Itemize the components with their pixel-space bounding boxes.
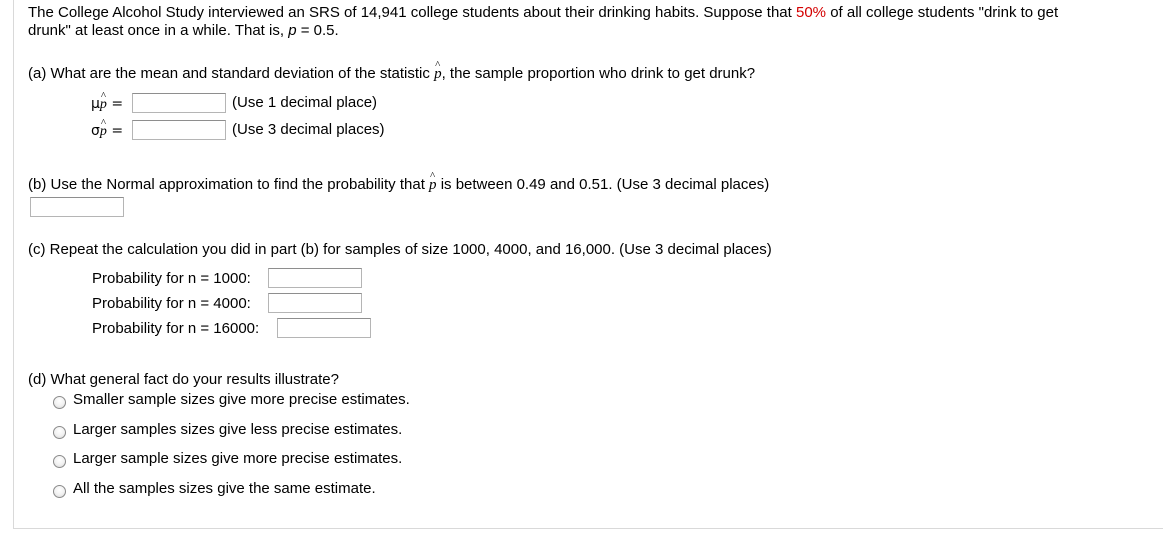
intro-text-3: drunk" at least once in a while. That is, — [28, 22, 289, 39]
n4000-label: Probability for n = 4000: — [92, 295, 251, 312]
equals-sign: = — [111, 96, 124, 112]
option-2-radio[interactable] — [53, 426, 66, 439]
p-hat-subscript: ^ p — [100, 123, 107, 141]
intro-line-2 — [28, 22, 339, 40]
option-1-radio[interactable] — [53, 396, 66, 409]
std-input[interactable] — [132, 120, 226, 140]
n16000-input[interactable] — [277, 318, 371, 338]
option-4-label[interactable]: All the samples sizes give the same estimate. — [73, 480, 376, 497]
option-3-label[interactable]: Larger sample sizes give more precise estimates. — [73, 450, 403, 467]
part-a-text-1: (a) What are the mean and standard deviation of the statistic — [28, 65, 435, 82]
n1000-input[interactable] — [268, 268, 362, 288]
probability-input[interactable] — [30, 197, 124, 217]
std-hint: (Use 3 decimal places) — [232, 121, 385, 138]
std-label — [91, 122, 123, 141]
p-hat-symbol: ^ p — [434, 65, 442, 83]
option-2-label[interactable]: Larger samples sizes give less precise estimates. — [73, 421, 403, 438]
sigma-symbol: σ — [91, 123, 100, 139]
part-a-text-2: , the sample proportion who drink to get drunk? — [441, 65, 756, 82]
intro-variable-p: p — [288, 22, 297, 39]
intro-text-1: The College Alcohol Study interviewed an SRS of 14,941 college students about their drinking habits. Suppose that — [28, 4, 796, 21]
part-b-text-1: (b) Use the Normal approximation to find the probability that — [28, 176, 430, 193]
part-d-question: (d) What general fact do your results illustrate? — [28, 371, 339, 388]
part-c-question: (c) Repeat the calculation you did in part (b) for samples of size 1000, 4000, and 16,000. (Use 3 decimal places) — [28, 241, 772, 258]
n16000-label: Probability for n = 16000: — [92, 320, 260, 337]
p-hat-subscript: ^ p — [100, 96, 107, 114]
mean-input[interactable] — [132, 93, 226, 113]
mu-symbol: μ — [91, 96, 100, 112]
part-b-question — [28, 176, 769, 194]
part-a-question — [28, 65, 755, 83]
part-b-text-2: is between 0.49 and 0.51. (Use 3 decimal places) — [436, 176, 770, 193]
n1000-label: Probability for n = 1000: — [92, 270, 251, 287]
intro-text-2: of all college students "drink to get — [826, 4, 1059, 21]
option-1-label[interactable]: Smaller sample sizes give more precise estimates. — [73, 391, 410, 408]
mean-label — [91, 95, 123, 114]
intro-highlight: 50% — [796, 4, 827, 21]
p-hat-symbol: ^ p — [429, 176, 437, 194]
n4000-input[interactable] — [268, 293, 362, 313]
option-3-radio[interactable] — [53, 455, 66, 468]
intro-text-4: = 0.5. — [296, 22, 339, 39]
option-4-radio[interactable] — [53, 485, 66, 498]
equals-sign: = — [111, 123, 124, 139]
mean-hint: (Use 1 decimal place) — [232, 94, 378, 111]
intro-line-1 — [28, 4, 1058, 22]
